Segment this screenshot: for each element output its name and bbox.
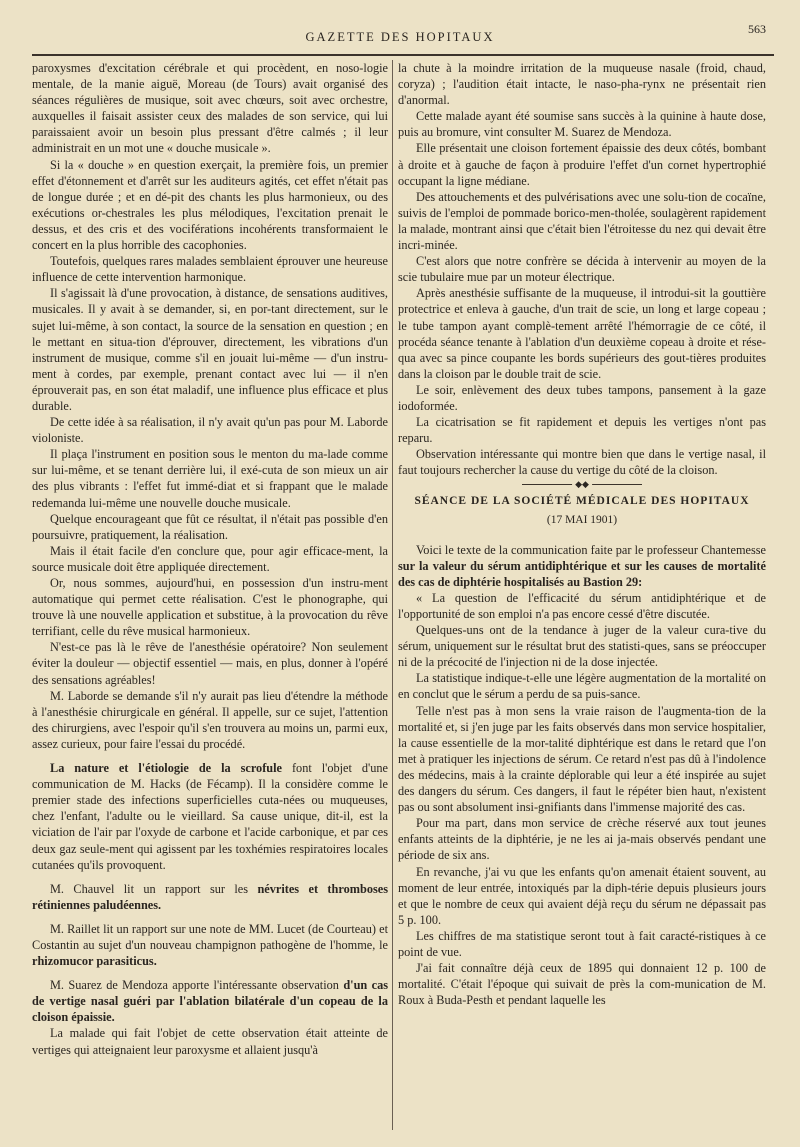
paragraph — [398, 864, 766, 928]
paragraph — [398, 189, 766, 253]
paragraph-bold-text: La nature et l'étiologie de la scrofule — [50, 761, 283, 776]
paragraph — [32, 157, 388, 254]
paragraph-text: M. Laborde se demande s'il n'y aurait pas lieu d'étendre la méthode à l'anesthésie chirurgicale en général. Il appelle, sur ce sujet, l'attention des chirurgiens, avec l'espoir qu'il s'en trouvera au moins un, parmi eux, assez curieux, pour faire l'essai du procédé. — [32, 688, 388, 751]
paragraph-text: En revanche, j'ai vu que les enfants qu'on amenait étaient souvent, au moment de leur entrée, intoxiqués par la diph-térie depuis plusieurs jours et que le nombre de ceux qui avaient déjà reçu du sérum ne dépassait pas 5 p. 100. — [398, 864, 766, 927]
paragraph — [398, 446, 766, 478]
right-column — [398, 60, 766, 1008]
section-title: SÉANCE DE LA SOCIÉTÉ MÉDICALE DES HOPITAUX — [414, 495, 750, 508]
paragraph-text: Si la « douche » en question exerçait, la première fois, un premier effet d'étonnement et d'arrêt sur les auditeurs agités, cet effet n'était pas de longue durée ; et en dé-pit des chants les plus harmonieux, ou des exécutions or-chestrales les plus mélodiques, l'excitation prenait le dessus, et des cris et des vociférations incohérents transformaient le concert en la plus horrible des cacophonies. — [32, 157, 388, 253]
paragraph-text: Or, nous sommes, aujourd'hui, en possession d'un instru-ment automatique qui permet cette réalisation. C'est le phonographe, qui trouve là une nouvelle application et substitue, à la provocation du rêve terrifiant, celle du rêve musical harmonieux. — [32, 576, 388, 639]
journal-title: GAZETTE DES HOPITAUX — [305, 30, 495, 44]
paragraph-text: La malade qui fait l'objet de cette observation était atteinte de vertiges qui atteignaient leur paroxysme et allaient jusqu'à — [32, 1026, 388, 1057]
paragraph-text: Quelques-uns ont de la tendance à juger de la valeur cura-tive du sérum, uniquement sur le résultat brut des statisti-ques, sans se préoccuper ni de la précocité de l'injection ni de la dose injectée. — [398, 623, 766, 670]
paragraph — [398, 414, 766, 446]
paragraph-text: Quelque encourageant que fût ce résultat, il n'était pas possible d'en poursuivre, pratiquement, la réalisation. — [32, 511, 388, 542]
paragraph — [32, 285, 388, 414]
paragraph — [32, 881, 388, 913]
paragraph-text: Après anesthésie suffisante de la muqueuse, il introdui-sit la gouttière protectrice et enleva à gauche, d'un trait de scie, un long et large copeau ; le tube tampon ayant complè-tement arrêté l'hémorragie de ce côté, il procéda séance tenante à l'ablation d'un deuxième copeau à droite et rése-qua avec sa pince coupante les bords supérieurs des gout-tières produites dans la cloison par le double trait de scie. — [398, 286, 766, 381]
paragraph — [398, 60, 766, 108]
paragraph — [398, 382, 766, 414]
paragraph — [398, 960, 766, 1008]
paragraph-text: La cicatrisation se fit rapidement et depuis les vertiges n'ont pas reparu. — [398, 415, 766, 446]
paragraph — [32, 511, 388, 543]
paragraph — [32, 446, 388, 510]
paragraph — [32, 253, 388, 285]
paragraph — [398, 928, 766, 960]
paragraph-bold-text: sur la valeur du sérum antidiphtérique et sur les causes de mortalité des cas de diphtérie hospitalisés au Bastion 29: — [398, 558, 766, 589]
paragraph — [32, 977, 388, 1025]
column-divider — [392, 60, 393, 1130]
paragraph-text: Pour ma part, dans mon service de crèche réservé aux tout jeunes enfants atteints de la diphtérie, je ne les ai ja-mais observés pendant une période de six ans. — [398, 816, 766, 863]
paragraph — [398, 670, 766, 702]
paragraph — [398, 253, 766, 285]
section-separator: ◆◆ — [522, 484, 642, 485]
paragraph-text: paroxysmes d'excitation cérébrale et qui procèdent, en noso-logie mentale, de la manie aiguë, Moreau (de Tours) avait organisé des séances régulières de musique, soit avec chœurs, soit avec orchestre, auxquelles il faisait assister ceux des malades de son service, qui lui paraissaient avoir un besoin plus pressant d'être calmés ; il leur administrait en un mot une « douche musicale ». — [32, 61, 388, 156]
paragraph — [32, 1025, 388, 1057]
paragraph — [398, 140, 766, 188]
paragraph-text: font l'objet d'une communication de M. Hacks (de Fécamp). Il la considère comme le premier stade des infections superficielles cuta-nées ou muqueuses, chez l'enfant, l'adulte ou le vieillard. Sa cause unique, dit-il, est la viciation de l'air par l'oxyde de carbone et l'acide carbonique, et par ces deux gaz seule-ment qui agissent par les toxhémies respiratoires locales cutanées qu'ils provoquent. — [32, 761, 388, 872]
paragraph-text: Il s'agissait là d'une provocation, à distance, de sensations auditives, musicales. Il y avait à se demander, si, en por-tant directement, sur le sujet lui-même, à son contact, la source de la sensation en question ; en le mettant en situa-tion d'éprouver, directement, les vibrations d'un instrument de musique, comme s'il en jouait lui-même — d'un instru-ment à cordes, par exemple, prenant contact avec lui — il n'en éprouverait pas, en son état maladif, une influence plus efficace et plus durable. — [32, 286, 388, 413]
paragraph — [398, 590, 766, 622]
paragraph — [398, 815, 766, 863]
section-date: (17 MAI 1901) — [546, 513, 618, 526]
paragraph-text: Mais il était facile d'en conclure que, pour agir efficace-ment, la source musicale doit être appliquée directement. — [32, 543, 388, 574]
paragraph-text: Toutefois, quelques rares malades semblaient éprouver une heureuse influence de cette intervention harmonique. — [32, 254, 388, 285]
paragraph — [32, 575, 388, 639]
paragraph-text: Telle n'est pas à mon sens la vraie raison de l'augmenta-tion de la mortalité et, si j'en juge par les faits observés dans mon service hospitalier, la cause essentielle de la mor-talité diphtérique est dans le retard que l'on met à pratiquer les injections de sérum. Ce retard n'est pas dû à l'indolence des médecins, mais à la crainte déplorable qui leur a été inspirée au sujet des dangers du sérum. Ces dangers, il faut le répéter bien haut, n'existent pas ou sont absolument insi-gnifiants dans l'immense majorité des cas. — [398, 703, 766, 815]
paragraph — [32, 639, 388, 687]
right-column-bottom — [398, 542, 766, 1009]
paragraph-text: la chute à la moindre irritation de la muqueuse nasale (froid, chaud, coryza) ; l'audition était intacte, le naso-pha-rynx ne présentait rien d'anormal. — [398, 61, 766, 108]
paragraph — [32, 543, 388, 575]
paragraph-lead-text: M. Suarez de Mendoza apporte l'intéressante observation — [50, 978, 344, 993]
left-column — [32, 60, 388, 1058]
paragraph-lead-text: M. Raillet lit un rapport sur une note de MM. Lucet (de Courteau) et Costantin au sujet d'un nouveau champignon pathogène de l'homme, le — [32, 921, 388, 952]
paragraph-bold-text: névrites et thromboses rétiniennes paludéennes. — [32, 881, 388, 912]
paragraph-text: Elle présentait une cloison fortement épaissie des deux côtés, bombant à droite et à gauche de façon à produire l'effet d'un cornet hypertrophié occupant la ligne médiane. — [398, 141, 766, 188]
header-rule — [32, 54, 774, 56]
right-column-top — [398, 60, 766, 478]
page-header — [0, 18, 800, 48]
paragraph-text: J'ai fait connaître déjà ceux de 1895 qui donnaient 12 p. 100 de mortalité. C'était l'époque qui suivait de près la com-munication de M. Roux à Buda-Pesth et pendant laquelle les — [398, 961, 766, 1008]
paragraph-text: C'est alors que notre confrère se décida à intervenir au moyen de la scie tubulaire mue par un moteur électrique. — [398, 254, 766, 285]
paragraph — [32, 760, 388, 873]
paragraph-text: Observation intéressante qui montre bien que dans le vertige nasal, il faut toujours rechercher la cause du vertige du côté de la cloison. — [398, 447, 766, 478]
paragraph-text: Des attouchements et des pulvérisations avec une solu-tion de cocaïne, suivis de l'emploi de pommade borico-men-tholée, soulagèrent rapidement la malade, montrant ainsi que c'était bien l'étroitesse du nez qui devait être incri-minée. — [398, 189, 766, 253]
paragraph — [398, 285, 766, 382]
paragraph — [398, 108, 766, 140]
paragraph-bold-text: d'un cas de vertige nasal guéri par l'ablation bilatérale d'un copeau de la cloison épaissie. — [32, 978, 389, 1025]
paragraph — [398, 703, 766, 816]
paragraph-lead-text: M. Chauvel lit un rapport sur les — [50, 881, 258, 896]
paragraph — [32, 688, 388, 752]
paragraph-text: La statistique indique-t-elle une légère augmentation de la mortalité on en conclut que le sérum a perdu de sa puis-sance. — [398, 671, 766, 702]
paragraph-text: Cette malade ayant été soumise sans succès à la quinine à haute dose, puis au bromure, vint consulter M. Suarez de Mendoza. — [398, 109, 766, 140]
paragraph — [398, 622, 766, 670]
paragraph-lead-text: Voici le texte de la communication faite par le professeur Chantemesse — [416, 542, 766, 557]
page-number: 563 — [748, 22, 766, 36]
paragraph-text: « La question de l'efficacité du sérum antidiphtérique et de l'opportunité de son emploi n'a pas encore cessé d'être discutée. — [398, 590, 766, 621]
paragraph — [32, 414, 388, 446]
paragraph-bold-text: rhizomucor parasiticus. — [32, 954, 157, 969]
paragraph-text: Les chiffres de ma statistique seront tout à fait caracté-ristiques à ce point de vue. — [398, 928, 766, 959]
paragraph-text: De cette idée à sa réalisation, il n'y avait qu'un pas pour M. Laborde violoniste. — [32, 415, 388, 446]
paragraph-text: Le soir, enlèvement des deux tubes tampons, pansement à la gaze iodoformée. — [398, 382, 766, 413]
paragraph — [32, 60, 388, 157]
paragraph — [32, 921, 388, 969]
paragraph-text: N'est-ce pas là le rêve de l'anesthésie opératoire? Non seulement éviter la douleur — objectif essentiel — mais, en plus, donner à l'opéré des sensations agréables! — [32, 640, 388, 687]
paragraph — [398, 542, 766, 590]
paragraph-text: Il plaça l'instrument en position sous le menton du ma-lade comme sur lui-même, et se tenant derrière lui, il exé-cuta de son mieux un air des plus vibrants : l'effet fut immé-diat et si frappant que le malade redemanda lui-même une nouvelle douche musicale. — [32, 447, 388, 510]
